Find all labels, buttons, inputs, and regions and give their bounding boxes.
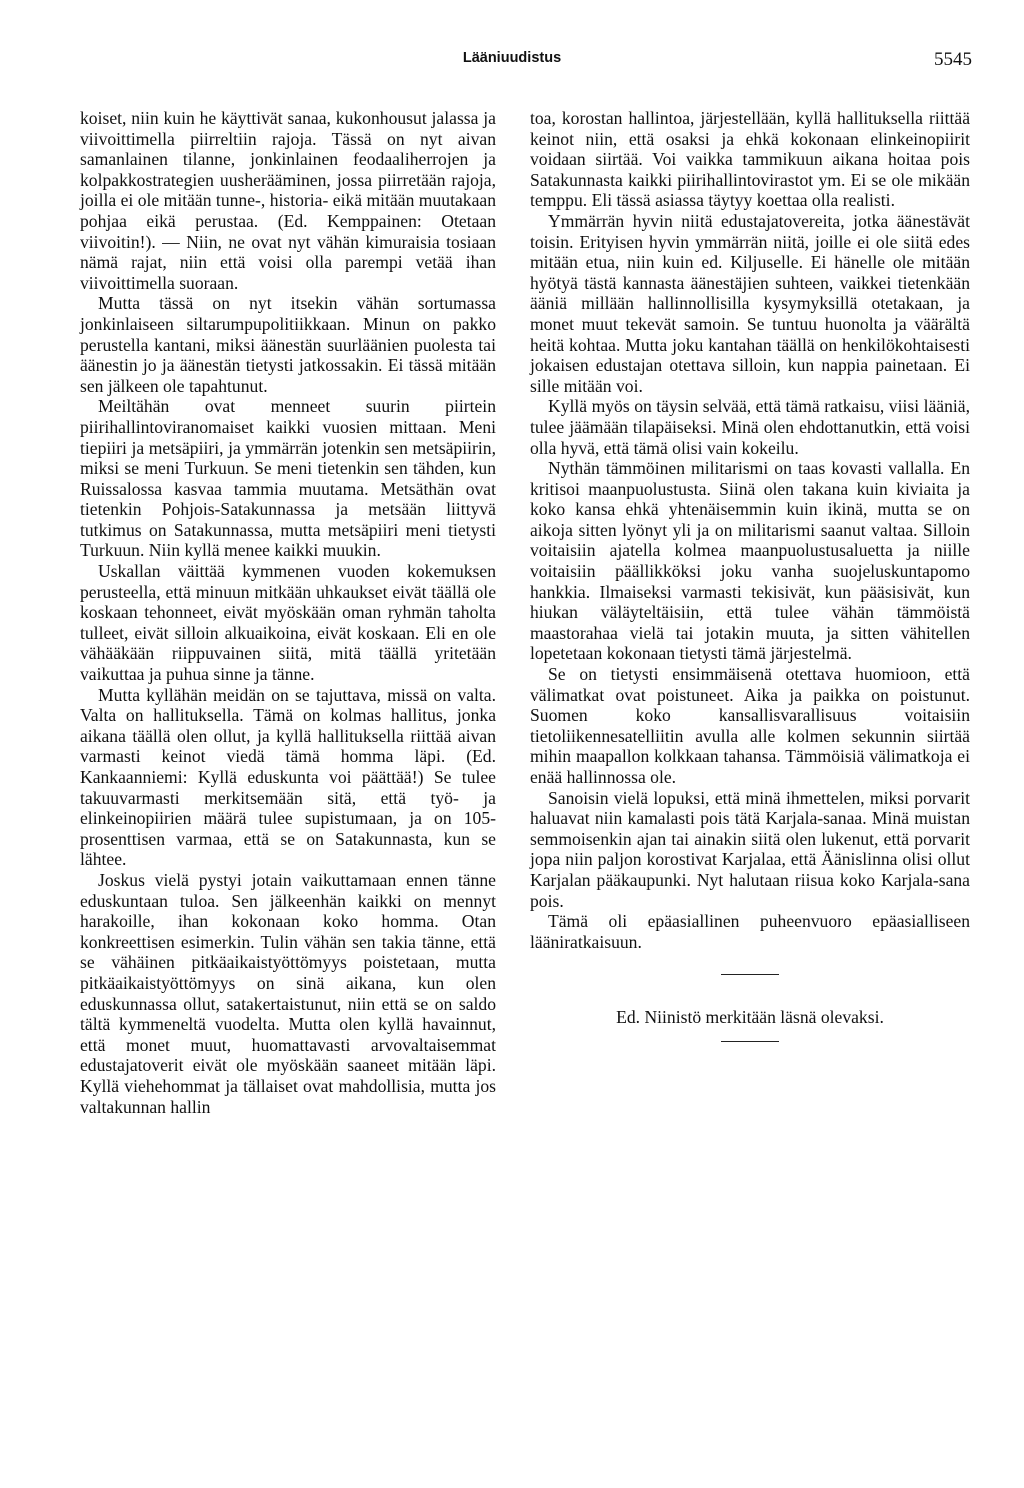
- paragraph: Meiltähän ovat menneet suurin piirtein piirihallintoviranomaiset kaikki vuosien mittaan. Meni tiepiiri ja metsäpiiri, ja ymmärrän jotenkin sen metsäpiirin, miksi se meni Turkuun. Se meni tietenkin sen tähden, kun Ruissalossa kasvaa tammia muutama. Metsäthän ovat tietenkin Pohjois-Satakunnassa ja metsään liittyvä tutkimus on Satakunnassa, mutta metsäpiiri meni tietysti Turkuun. Niin kyllä menee kaikki muukin.: [80, 396, 496, 561]
- paragraph: koiset, niin kuin he käyttivät sanaa, kukonhousut jalassa ja viivoittimella piirreltiin rajoja. Tässä on nyt aivan samanlainen tilanne, jonkinlainen feodaaliherrojen ja kolpakkostrategien uusherääminen, jossa piirretään rajoja, joilla ei ole mitään tunne-, historia- eikä mitään muutakaan pohjaa eikä perustaa. (Ed. Kemppainen: Otetaan viivoitin!). — Niin, ne ovat nyt vähän kimuraisia tosiaan nämä rajat, niin että voisi olla parempi vetää ihan viivoittimella suoraan.: [80, 108, 496, 293]
- left-column: [80, 108, 496, 1117]
- paragraph: Ymmärrän hyvin niitä edustajatovereita, jotka äänestävät toisin. Erityisen hyvin ymmärrän niitä, joille ei ole siitä edes mitään etua, niin kuin ed. Kiljuselle. Ei hänelle ole mitään hyötyä tästä kannasta äänestäjien suhteen, vaikkei tietenkään ääniä millään hallinnollisilla kysymyksillä otetakaan, ja monet muut tekevät samoin. Se tuntuu huonolta ja väärältä heitä kohtaa. Mutta joku kantahan täällä on henkilökohtaisesti jokaisen edustajan otettava silloin, kun nappia painetaan. Ei sille mitään voi.: [530, 210, 970, 396]
- section-divider: [721, 1041, 779, 1042]
- paragraph: Joskus vielä pystyi jotain vaikuttamaan ennen tänne eduskuntaan tuloa. Sen jälkeenhän kaikki on mennyt harakoille, ihan kokonaan koko homma. Otan konkreettisen esimerkin. Tulin vähän sen takia tänne, että se vähäinen pitkäaikaistyöttömyys poistetaan, mutta pitkäaikaistyöttömyys on sinä aikana, kun olen eduskunnassa ollut, satakertaistunut, niin että se on saldo tältä kymmeneltä vuodelta. Mutta olen kyllä havainnut, että monet muut, huomattavasti arvovaltaisemmat edustajatoverit eivät ole myöskään saaneet mitään läpi. Kyllä viehehommat ja tällaiset ovat mahdollisia, mutta jos valtakunnan hallin: [80, 869, 496, 1117]
- paragraph: Sanoisin vielä lopuksi, että minä ihmettelen, miksi porvarit haluavat niin kamalasti pois tätä Karjala-sanaa. Minä muistan semmoisenkin ajan tai ainakin siitä olen lukenut, että porvarit jopa niin paljon korostivat Karjalaa, että Äänislinna olisi ollut Karjalan pääkaupunki. Nyt halutaan riisua koko Karjala-sana pois.: [530, 787, 970, 911]
- paragraph: Kyllä myös on täysin selvää, että tämä ratkaisu, viisi lääniä, tulee jäämään tilapäiseksi. Minä olen ehdottanutkin, että voisi olla hyvä, että tämä olisi vain kokeilu.: [530, 396, 970, 458]
- paragraph: Se on tietysti ensimmäisenä otettava huomioon, että välimatkat ovat poistuneet. Aika ja paikka on poistunut. Suomen koko kansallisvarallisuus voitaisiin tietoliikennesatelliitin avulla alle kolmen sekunnin siirtää mihin maapallon kolkkaan tahansa. Tämmöisiä välimatkoja ei enää hallinnossa ole.: [530, 664, 970, 787]
- paragraph: Mutta tässä on nyt itsekin vähän sortumassa jonkinlaiseen siltarumpupolitiikkaan. Minun on pakko perustella kantani, miksi äänestän suurläänien puolesta tai äänestin jo ja äänestän tietysti jatkossakin. Ei tässä mitään sen jälkeen ole tapahtunut.: [80, 293, 496, 396]
- paragraph: Uskallan väittää kymmenen vuoden kokemuksen perusteella, että minuun mitkään uhkaukset eivät täällä ole koskaan tehonneet, eivät myöskään oman ryhmän taholta tulleet, eivät silloin alkuaikoina, eivät koskaan. Eli en ole vähääkään riippuvainen siitä, mitä täällä yritetään vaikuttaa ja puhua sinne ja tänne.: [80, 561, 496, 685]
- paragraph: Mutta kyllähän meidän on se tajuttava, missä on valta. Valta on hallituksella. Tämä on kolmas hallitus, jonka aikana täällä olen ollut, ja kyllä hallituksella riittää aivan varmasti keinot viedä tämä homma läpi. (Ed. Kankaanniemi: Kyllä eduskunta voi päättää!) Se tulee takuuvarmasti merkitsemään sitä, että työ- ja elinkeinopiirien määrä tulee supistumaan, ja on 105-prosenttisen varmaa, että se on Satakunnasta, kun se lähtee.: [80, 684, 496, 870]
- page-number: 5545: [934, 49, 972, 70]
- paragraph: Nythän tämmöinen militarismi on taas kovasti vallalla. En kritisoi maanpuolustusta. Siinä olen takana kuin kiviaita ja koko kansa ehkä yhtenäisemmin kuin ikinä, mutta se on aikoja sitten lyönyt yli ja on militarismi saanut valtaa. Silloin voitaisiin ajatella kolmea maanpuolustusaluetta ja niille voitaisiin päällikköksi joku vanha suojeluskuntapomo hankkia. Ilmaiseksi varmasti tekisivät, kun pääsisivät, kun hiukan väläyteltäisiin, että tulee vähän tämmöistä maastorahaa vielä tai jotakin muuta, ja sitten vähitellen lopetetaan kokonaan tietysti tämä järjestelmä.: [530, 458, 970, 664]
- closing-paragraph: Tämä oli epäasiallinen puheenvuoro epäasialliseen lääniratkaisuun.: [530, 911, 970, 952]
- paragraph: toa, korostan hallintoa, järjestellään, kyllä hallituksella riittää keinot niin, että osaksi ja ehkä kokonaan elinkeinopiirit voidaan siirtää. Voi vaikka tammikuun aikana hoitaa pois Satakunnasta kaikki piirihallintovirastot ym. Ei se ole mikään temppu. Eli tässä asiassa täytyy koettaa olla realisti.: [530, 108, 970, 211]
- attendance-note: Ed. Niinistö merkitään läsnä olevaksi.: [616, 1007, 884, 1028]
- section-divider: [721, 974, 779, 975]
- running-head: Lääniuudistus: [462, 50, 562, 66]
- right-column: [530, 108, 970, 1042]
